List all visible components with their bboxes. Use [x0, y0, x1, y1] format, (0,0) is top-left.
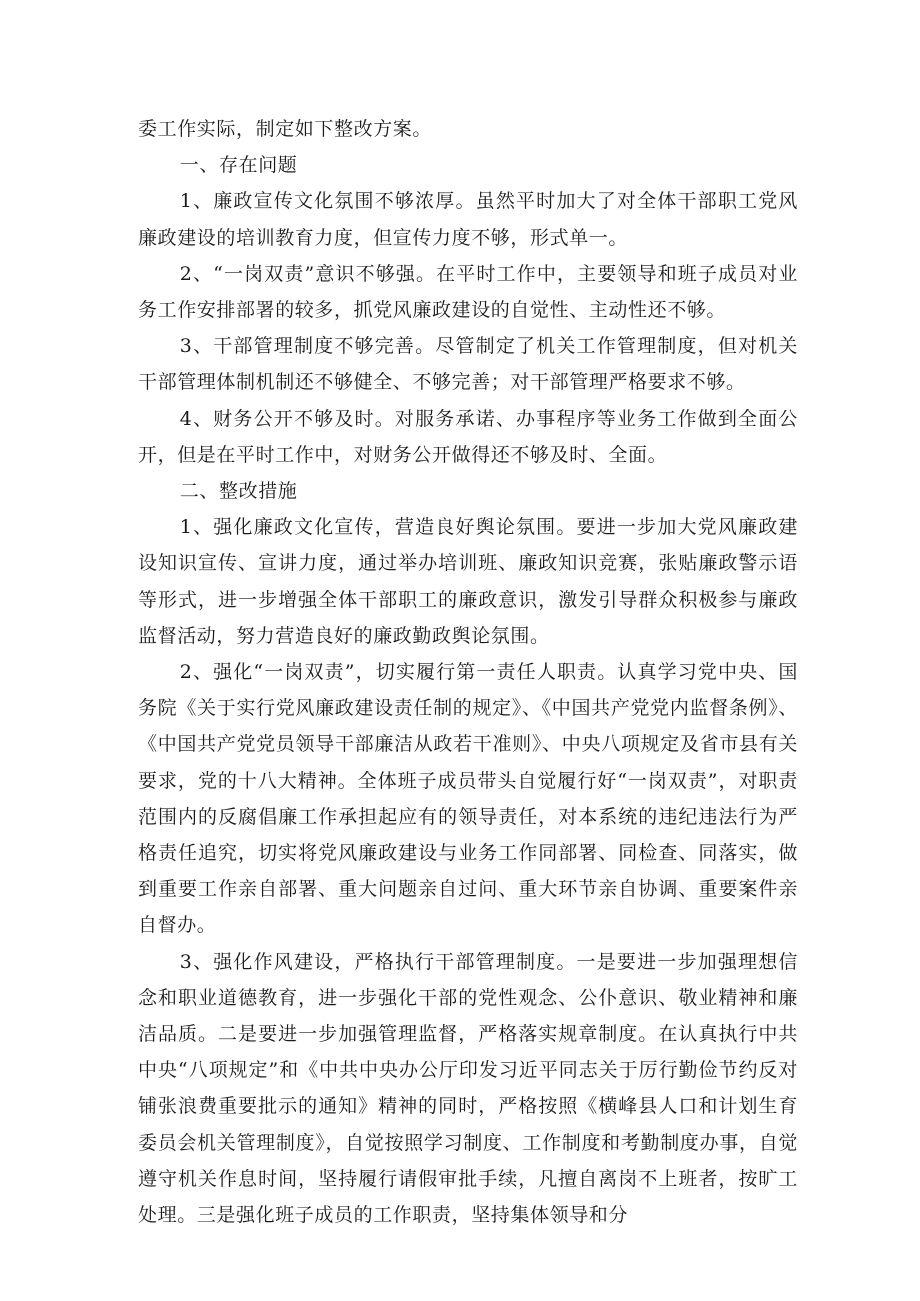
- paragraph-problem-4: 4、财务公开不够及时。对服务承诺、办事程序等业务工作做到全面公开，但是在平时工作中，对财务公开做得还不够及时、全面。: [138, 407, 798, 466]
- paragraph-problem-3: 3、干部管理制度不够完善。尽管制定了机关工作管理制度，但对机关干部管理体制机制还不够健全、不够完善；对干部管理严格要求不够。: [138, 335, 798, 394]
- paragraph-measure-1: 1、强化廉政文化宣传，营造良好舆论氛围。要进一步加大党风廉政建设知识宣传、宣讲力度，通过举办培训班、廉政知识竞赛，张贴廉政警示语等形式，进一步增强全体干部职工的廉政意识，激发引导群众积极参与廉政监督活动，努力营造良好的廉政勤政舆论氛围。: [138, 516, 798, 647]
- paragraph-problem-2: 2、“一岗双责”意识不够强。在平时工作中，主要领导和班子成员对业务工作安排部署的较多，抓党风廉政建设的自觉性、主动性还不够。: [138, 262, 798, 322]
- paragraph-measure-2: 2、强化“一岗双责”，切实履行第一责任人职责。认真学习党中央、国务院《关于实行党风廉政建设责任制的规定》、《中国共产党党内监督条例》、《中国共产党党员领导干部廉洁从政若干准则》、中央八项规定及省市县有关要求，党的十八大精神。全体班子成员带头自觉履行好“一岗双责”，对职责范围内的反腐倡廉工作承担起应有的领导责任，对本系统的违纪违法行为严格责任追究，切实将党风廉政建设与业务工作同部署、同检查、同落实，做到重要工作亲自部署、重大问题亲自过问、重大环节亲自协调、重要案件亲自督办。: [138, 661, 798, 937]
- document-body: [138, 111, 798, 1233]
- paragraph-continuation: 委工作实际，制定如下整改方案。: [138, 118, 433, 140]
- section-heading-problems: 一、存在问题: [179, 154, 298, 177]
- paragraph-problem-1: 1、廉政宣传文化氛围不够浓厚。虽然平时加大了对全体干部职工党风廉政建设的培训教育力度，但宣传力度不够，形式单一。: [138, 190, 798, 249]
- section-heading-measures: 二、整改措施: [179, 480, 298, 503]
- paragraph-measure-3: 3、强化作风建设，严格执行干部管理制度。一是要进一步加强理想信念和职业道德教育，进一步强化干部的党性观念、公仆意识、敬业精神和廉洁品质。二是要进一步加强管理监督，严格落实规章制度。在认真执行中共中央“八项规定”和《中共中央办公厅印发习近平同志关于厉行勤俭节约反对铺张浪费重要批示的通知》精神的同时，严格按照《横峰县人口和计划生育委员会机关管理制度》，自觉按照学习制度、工作制度和考勤制度办事，自觉遵守机关作息时间，坚持履行请假审批手续，凡擅自离岗不上班者，按旷工处理。三是强化班子成员的工作职责，坚持集体领导和分: [138, 950, 798, 1227]
